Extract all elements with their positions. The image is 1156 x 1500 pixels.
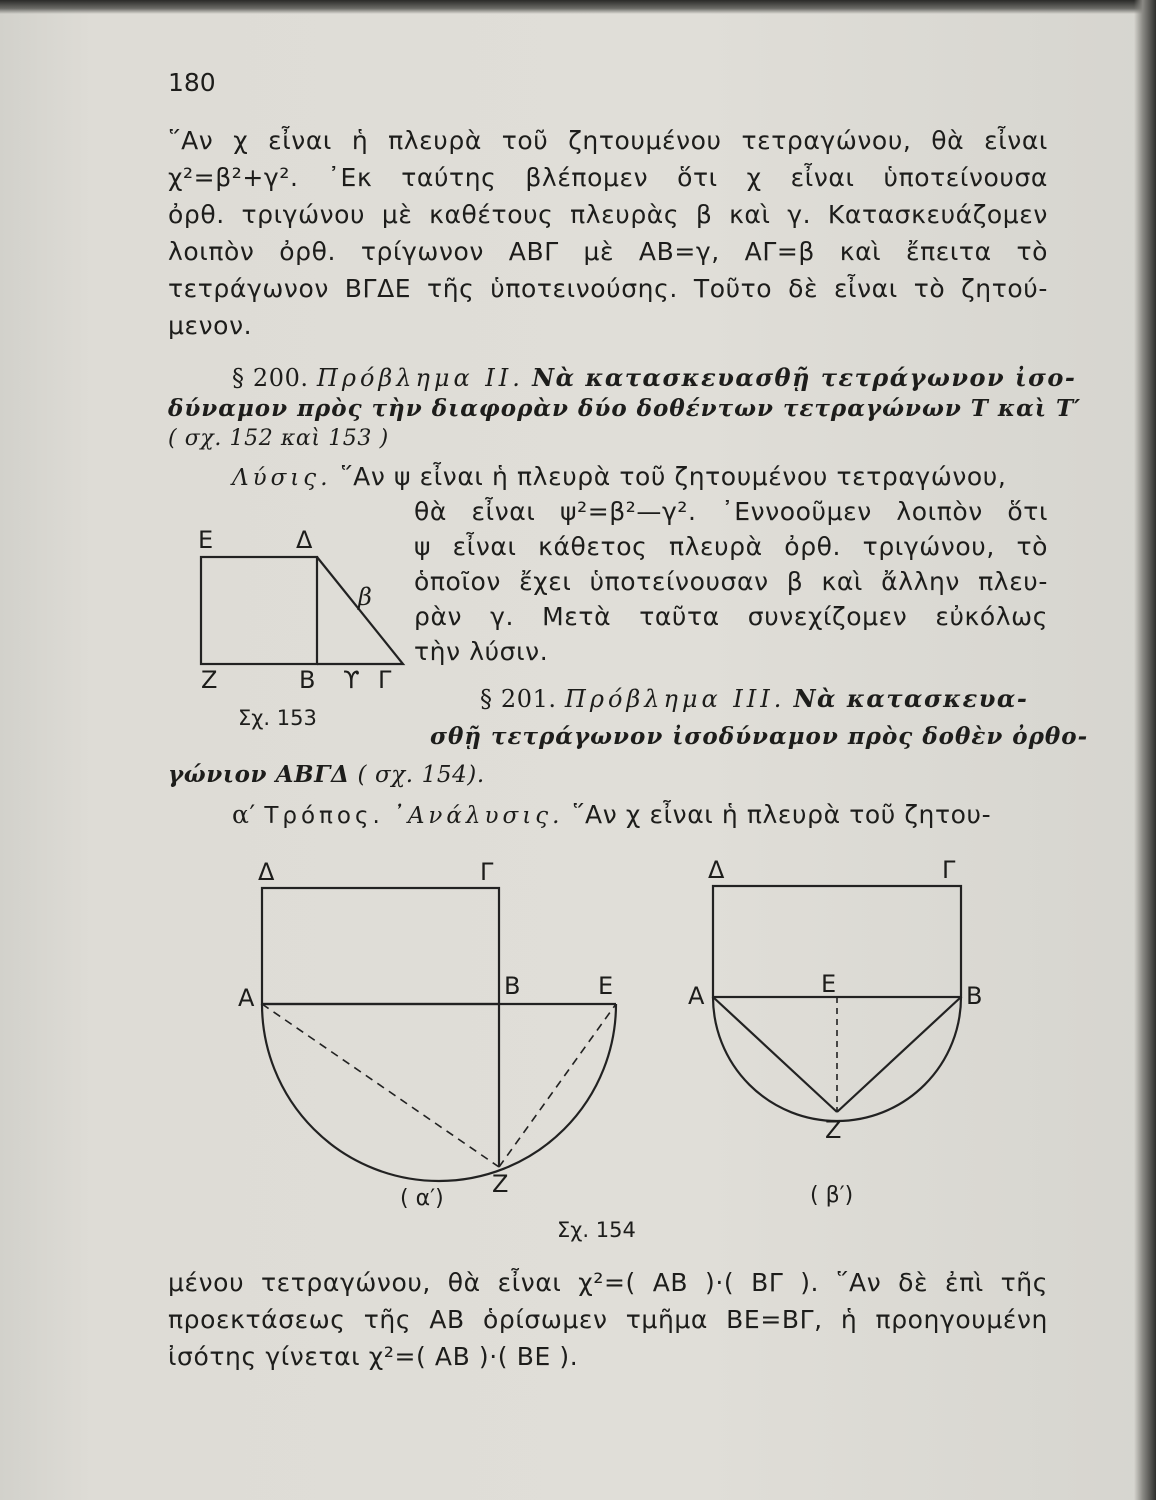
dashed-line [262,1004,499,1167]
section-number: § 201. [480,685,557,713]
fig154b-tag: ( β′) [810,1183,854,1208]
tropos-ordinal: α′ [232,800,256,829]
fig154a-label-Z: Ζ [492,1170,509,1198]
tropos-label: Τρόπος. [264,803,384,829]
fig154b-label-G: Γ [942,856,956,884]
paragraph-line: λοιπὸν ὀρθ. τρίγωνον ΑΒΓ μὲ ΑΒ=γ, ΑΓ=β καὶ ἔπειτα τὸ [168,237,1048,266]
fig154b-label-A: Α [688,982,705,1010]
fig154a-tag: ( α′) [400,1186,444,1211]
figure-reference: ( σχ. 154). [357,762,485,788]
paragraph-line: τετράγωνον ΒΓΔΕ τῆς ὑποτεινούσης. Τοῦτο δὲ εἶναι τὸ ζητού- [168,274,1048,303]
lysis-line: θὰ εἶναι ψ²=β²—γ². ᾿Εννοοῦμεν λοιπὸν ὅτι [414,497,1048,526]
lysis-line: τὴν λύσιν. [414,637,549,666]
paragraph-line: προεκτάσεως τῆς ΑΒ ὁρίσωμεν τμῆμα ΒΕ=ΒΓ, ἡ προηγουμένη [168,1305,1048,1334]
fig154a-label-B: Β [504,972,521,1000]
dashed-line [499,1004,616,1167]
fig154b-label-Z: Ζ [825,1116,842,1144]
fig154a-label-E: Ε [598,972,614,1000]
rectangle-shape [262,888,499,1004]
lysis-line: ρὰν γ. Μετὰ ταῦτα συνεχίζομεν εὐκόλως [414,602,1048,631]
section-number: § 200. [232,364,309,392]
lysis-text: ῞Αν ψ εἶναι ἡ πλευρὰ τοῦ ζητουμένου τετραγώνου, [340,462,1007,491]
fig154b-label-E: Ε [821,970,837,998]
fig154b-label-D: Δ [708,856,725,884]
fig153-label-B: Β [299,666,316,694]
fig153-label-b: β [358,583,372,611]
fig153-label-g: ϒ [343,666,360,694]
analysis-label: ᾿Ανάλυσις. [392,803,564,829]
paragraph-line: ἰσότης γίνεται χ²=( ΑΒ )·( ΒΕ ). [168,1342,579,1371]
paragraph-line: ὀρθ. τριγώνου μὲ καθέτους πλευρὰς β καὶ γ. Κατασκευάζομεν [168,200,1048,229]
chord-line [837,997,961,1112]
chord-line [713,997,837,1112]
paragraph-line: μενον. [168,311,253,340]
section-title: Νὰ κατασκευα- [793,684,1029,713]
fig154a-label-G: Γ [480,858,494,886]
page-number: 180 [168,68,216,97]
paragraph-line: ῞Αν χ εἶναι ἡ πλευρὰ τοῦ ζητουμένου τετραγώνου, θὰ εἶναι [168,126,1048,155]
fig153-label-E: Ε [198,526,214,554]
tropos-text: ῞Αν χ εἶναι ἡ πλευρὰ τοῦ ζητου- [571,800,992,829]
paragraph-line: χ²=β²+γ². ᾿Εκ ταύτης βλέπομεν ὅτι χ εἶναι ὑποτείνουσα [168,163,1048,192]
fig154-caption: Σχ. 154 [557,1218,636,1242]
section-title: Νὰ κατασκευασθῇ τετράγωνον ἰσο- [532,363,1077,392]
section-label: Πρόβλημα ΙΙ. [316,364,524,392]
fig154a-label-A: Α [238,984,255,1012]
lysis-line: ψ εἶναι κάθετος πλευρὰ ὀρθ. τριγώνου, τὸ [414,532,1048,561]
fig154b-label-B: Β [966,982,983,1010]
rectangle-shape [713,886,961,997]
fig153-label-D: Δ [296,526,313,554]
fig153-label-G: Γ [378,666,392,694]
section-title: γώνιον ΑΒΓΔ [168,761,350,788]
paragraph-line: μένου τετραγώνου, θὰ εἶναι χ²=( ΑΒ )·( ΒΓ ). ῞Αν δὲ ἐπὶ τῆς [168,1268,1048,1297]
figure-reference: ( σχ. 152 καὶ 153 ) [168,426,389,451]
semicircle-arc [713,997,961,1121]
semicircle-arc [262,1004,616,1181]
fig153-label-Z: Ζ [201,666,218,694]
section-label: Πρόβλημα ΙΙΙ. [564,685,786,713]
section-title-line: δύναμον πρὸς τὴν διαφορὰν δύο δοθέντων τετραγώνων Τ καὶ Τ′ [168,395,1082,422]
fig153-caption: Σχ. 153 [238,706,317,730]
lysis-label: Λύσις. [232,465,332,491]
section-title-line: σθῇ τετράγωνον ἰσοδύναμον πρὸς δοθὲν ὀρθο- [430,723,1089,750]
lysis-line: ὁποῖον ἔχει ὑποτείνουσαν β καὶ ἄλλην πλευ- [414,567,1048,596]
fig154a-label-D: Δ [258,858,275,886]
